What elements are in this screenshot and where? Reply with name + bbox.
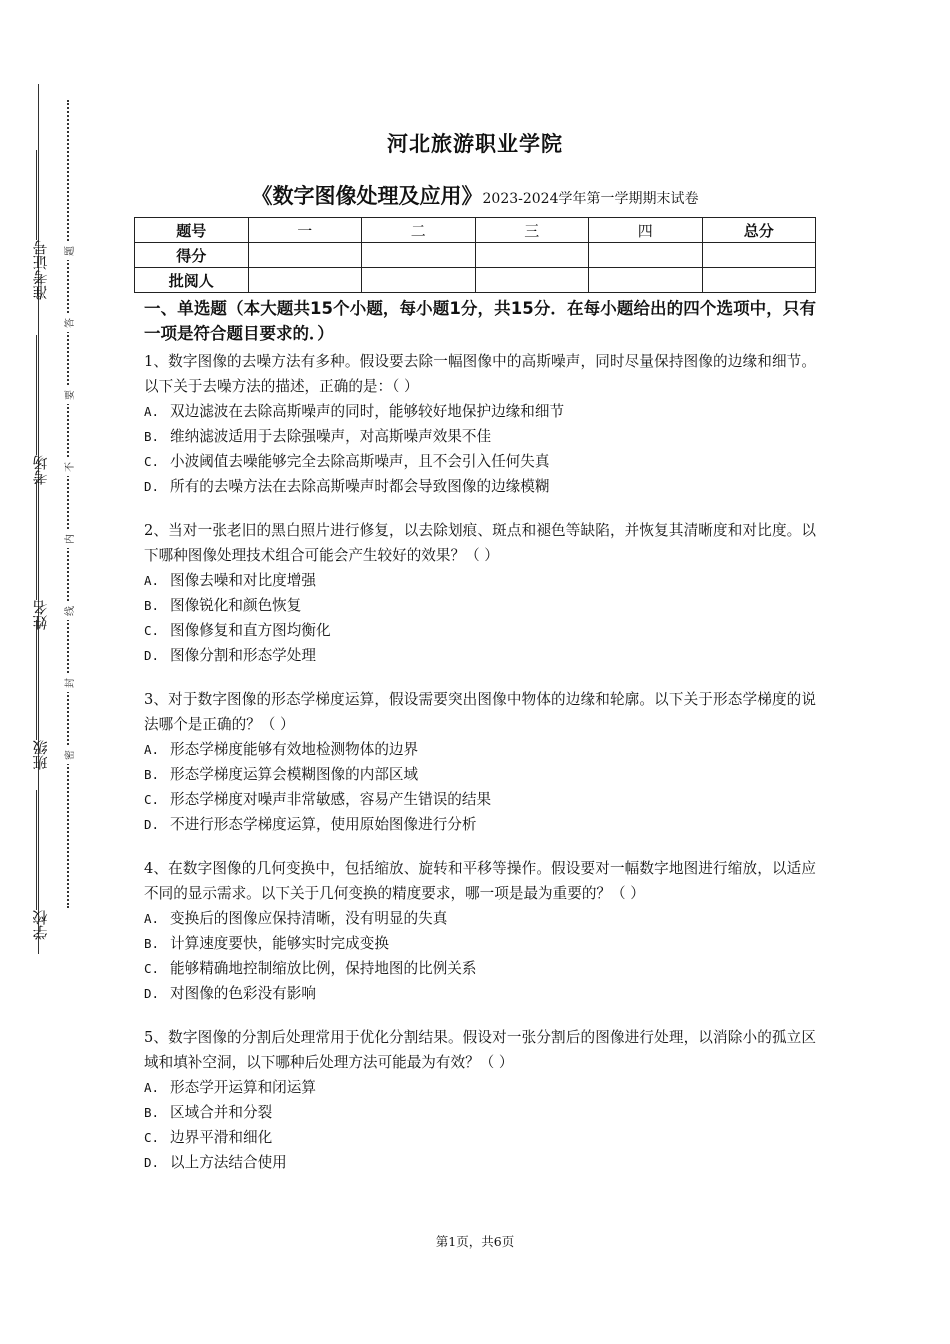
score-cell bbox=[475, 243, 589, 268]
option bbox=[144, 593, 816, 618]
exam-title bbox=[0, 180, 950, 210]
binding-field-label: 考场 bbox=[31, 455, 50, 485]
option-key: C. bbox=[144, 1130, 160, 1145]
option-key: C. bbox=[144, 961, 160, 976]
binding-field-label: 准考证号 bbox=[31, 240, 50, 300]
seal-char: 要 bbox=[59, 386, 77, 404]
option-key: A. bbox=[144, 404, 160, 419]
option-key: A. bbox=[144, 573, 160, 588]
option-text: 图像去噪和对比度增强 bbox=[170, 572, 316, 589]
option bbox=[144, 931, 816, 956]
question bbox=[144, 518, 816, 668]
score-cell bbox=[248, 268, 362, 293]
option-key: C. bbox=[144, 454, 160, 469]
seal-char: 题 bbox=[59, 242, 77, 260]
question bbox=[144, 687, 816, 837]
score-cell bbox=[475, 268, 589, 293]
option bbox=[144, 906, 816, 931]
option-key: B. bbox=[144, 767, 160, 782]
seal-char: 不 bbox=[59, 458, 77, 476]
question-stem: 5、数字图像的分割后处理常用于优化分割结果。假设对一张分割后的图像进行处理，以消除小的孤立区域和填补空洞，以下哪种后处理方法可能最为有效？（ ） bbox=[144, 1029, 816, 1071]
option-key: A. bbox=[144, 742, 160, 757]
option-key: B. bbox=[144, 429, 160, 444]
option-text: 变换后的图像应保持清晰，没有明显的失真 bbox=[170, 910, 448, 927]
option-key: A. bbox=[144, 1080, 160, 1095]
option-key: C. bbox=[144, 623, 160, 638]
option-text: 所有的去噪方法在去除高斯噪声时都会导致图像的边缘模糊 bbox=[170, 478, 550, 495]
option-text: 对图像的色彩没有影响 bbox=[170, 985, 316, 1002]
option-text: 边界平滑和细化 bbox=[170, 1129, 273, 1146]
option-text: 区域合并和分裂 bbox=[170, 1104, 273, 1121]
score-cell bbox=[702, 243, 816, 268]
option bbox=[144, 643, 816, 668]
score-row-label: 批阅人 bbox=[135, 268, 249, 293]
option-key: C. bbox=[144, 792, 160, 807]
binding-fill-line bbox=[35, 620, 37, 740]
score-col-header: 题号 bbox=[135, 218, 249, 243]
score-table bbox=[134, 217, 816, 293]
question bbox=[144, 856, 816, 1006]
option-key: D. bbox=[144, 986, 160, 1001]
binding-field-school bbox=[14, 790, 66, 940]
option bbox=[144, 1100, 816, 1125]
option bbox=[144, 762, 816, 787]
option-text: 图像分割和形态学处理 bbox=[170, 647, 316, 664]
binding-fill-line bbox=[35, 790, 37, 910]
question bbox=[144, 1025, 816, 1175]
option-text: 图像修复和直方图均衡化 bbox=[170, 622, 331, 639]
option bbox=[144, 812, 816, 837]
option-text: 形态学开运算和闭运算 bbox=[170, 1079, 316, 1096]
score-table-row bbox=[135, 268, 816, 293]
seal-char: 内 bbox=[59, 530, 77, 548]
option bbox=[144, 474, 816, 499]
option-text: 形态学梯度运算会模糊图像的内部区域 bbox=[170, 766, 419, 783]
score-table-header-row bbox=[135, 218, 816, 243]
question-stem: 2、当对一张老旧的黑白照片进行修复，以去除划痕、斑点和褪色等缺陷，并恢复其清晰度和对比度。以下哪种图像处理技术组合可能会产生较好的效果？（ ） bbox=[144, 522, 816, 564]
score-col-header: 一 bbox=[248, 218, 362, 243]
option-text: 小波阈值去噪能够完全去除高斯噪声，且不会引入任何失真 bbox=[170, 453, 550, 470]
option bbox=[144, 1150, 816, 1175]
score-cell bbox=[702, 268, 816, 293]
seal-char: 线 bbox=[59, 602, 77, 620]
option-key: D. bbox=[144, 817, 160, 832]
binding-field-exam-number bbox=[14, 150, 66, 300]
option bbox=[144, 1075, 816, 1100]
option bbox=[144, 568, 816, 593]
question-stem: 3、对于数字图像的形态学梯度运算，假设需要突出图像中物体的边缘和轮廓。以下关于形态学梯度的说法哪个是正确的？（ ） bbox=[144, 691, 816, 733]
score-cell bbox=[362, 268, 476, 293]
binding-fill-line bbox=[35, 480, 37, 600]
score-cell bbox=[248, 243, 362, 268]
option bbox=[144, 449, 816, 474]
option-key: B. bbox=[144, 598, 160, 613]
score-col-header: 二 bbox=[362, 218, 476, 243]
option-text: 形态学梯度能够有效地检测物体的边界 bbox=[170, 741, 419, 758]
option-text: 形态学梯度对噪声非常敏感，容易产生错误的结果 bbox=[170, 791, 492, 808]
binding-seal-line bbox=[67, 100, 69, 908]
section-title: 一、单选题（本大题共15个小题，每小题1分，共15分．在每小题给出的四个选项中，只有一项是符合题目要求的．） bbox=[144, 299, 816, 343]
question bbox=[144, 349, 816, 499]
score-col-header: 三 bbox=[475, 218, 589, 243]
option bbox=[144, 424, 816, 449]
score-cell bbox=[362, 243, 476, 268]
seal-char: 封 bbox=[59, 674, 77, 692]
exam-content bbox=[144, 296, 816, 1194]
option-key: D. bbox=[144, 1155, 160, 1170]
exam-term: 2023-2024学年第一学期期末试卷 bbox=[482, 191, 699, 207]
page-number: 第1页，共6页 bbox=[435, 1234, 515, 1249]
option-text: 图像锐化和颜色恢复 bbox=[170, 597, 302, 614]
question-stem: 4、在数字图像的几何变换中，包括缩放、旋转和平移等操作。假设要对一幅数字地图进行缩放，以适应不同的显示需求。以下关于几何变换的精度要求，哪一项是最为重要的？（ ） bbox=[144, 860, 816, 902]
option-text: 计算速度要快，能够实时完成变换 bbox=[170, 935, 389, 952]
option bbox=[144, 956, 816, 981]
school-name: 河北旅游职业学院 bbox=[387, 132, 563, 156]
binding-field-label: 班级 bbox=[31, 740, 50, 770]
option-text: 双边滤波在去除高斯噪声的同时，能够较好地保护边缘和细节 bbox=[170, 403, 565, 420]
score-table-row bbox=[135, 243, 816, 268]
option bbox=[144, 981, 816, 1006]
score-col-header: 总分 bbox=[702, 218, 816, 243]
binding-field-label: 学校 bbox=[31, 910, 50, 940]
option-text: 能够精确地控制缩放比例，保持地图的比例关系 bbox=[170, 960, 477, 977]
option bbox=[144, 399, 816, 424]
option-key: B. bbox=[144, 936, 160, 951]
binding-field-label: 姓名 bbox=[31, 600, 50, 630]
option-text: 以上方法结合使用 bbox=[170, 1154, 287, 1171]
score-col-header: 四 bbox=[589, 218, 703, 243]
option bbox=[144, 1125, 816, 1150]
option-key: A. bbox=[144, 911, 160, 926]
option-text: 维纳滤波适用于去除强噪声，对高斯噪声效果不佳 bbox=[170, 428, 492, 445]
seal-char: 答 bbox=[59, 314, 77, 332]
option-text: 不进行形态学梯度运算，使用原始图像进行分析 bbox=[170, 816, 477, 833]
score-cell bbox=[589, 268, 703, 293]
option bbox=[144, 737, 816, 762]
option-key: D. bbox=[144, 648, 160, 663]
question-stem: 1、数字图像的去噪方法有多种。假设要去除一幅图像中的高斯噪声，同时尽量保持图像的边缘和细节。以下关于去噪方法的描述，正确的是：（ ） bbox=[144, 353, 816, 395]
binding-fill-line bbox=[35, 335, 37, 455]
seal-char: 密 bbox=[59, 746, 77, 764]
option bbox=[144, 618, 816, 643]
score-cell bbox=[589, 243, 703, 268]
course-name: 《数字图像处理及应用》 bbox=[251, 184, 483, 208]
option bbox=[144, 787, 816, 812]
option-key: B. bbox=[144, 1105, 160, 1120]
option-key: D. bbox=[144, 479, 160, 494]
score-row-label: 得分 bbox=[135, 243, 249, 268]
